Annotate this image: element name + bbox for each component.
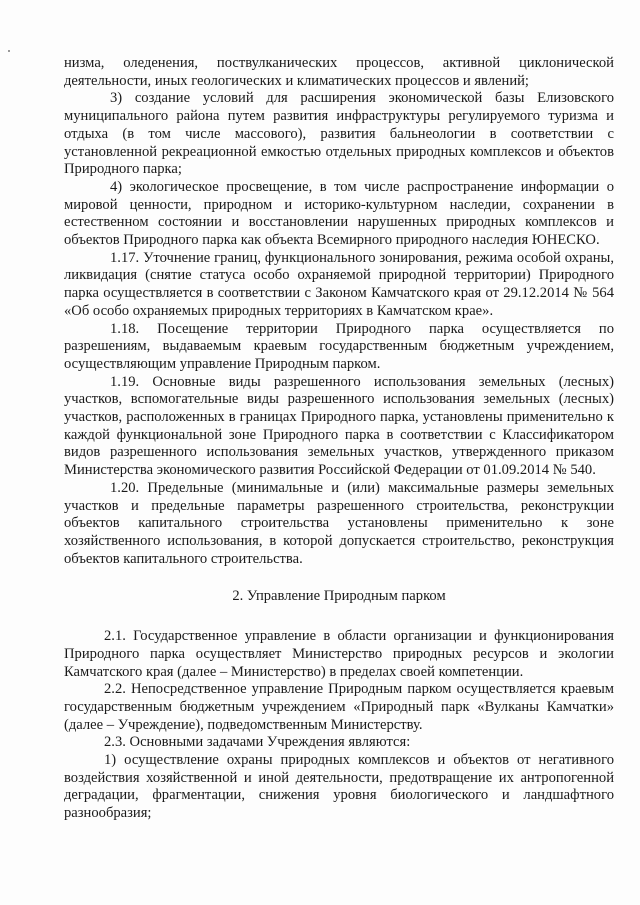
paragraph-1-20: 1.20. Предельные (минимальные и (или) максимальные размеры земельных участков и предельные параметры разрешенного строительства, реконструкции объектов капитального строительства установлены применительно к зоне хозяйственного использования, в которой допускается строительство, реконструкция объектов капитального строительства.	[64, 479, 614, 567]
paragraph-item-3: 3) создание условий для расширения экономической базы Елизовского муниципального района путем развития инфраструктуры регулируемого туризма и отдыха (в том числе массового), развития бальнеологии в соответствии с установленной рекреационной емкостью отдельных природных комплексов и объектов Природного парка;	[64, 90, 614, 178]
scan-mark	[8, 50, 10, 52]
paragraph-item-4: 4) экологическое просвещение, в том числе распространение информации о мировой ценности, природном и историко-культурном наследии, сохранении в естественном состоянии и восстановлении нарушенных природных комплексов и объектов Природного парка как объекта Всемирного природного наследия ЮНЕСКО.	[64, 178, 614, 249]
paragraph-2-2: 2.2. Непосредственное управление Природным парком осуществляется краевым государственным бюджетным учреждением «Природный парк «Вулканы Камчатки» (далее – Учреждение), подведомственным Министерству.	[64, 681, 614, 733]
paragraph-1-17: 1.17. Уточнение границ, функционального зонирования, режима особой охраны, ликвидация (снятие статуса особо охраняемой природной территории) Природного парка осуществляется в соответствии с Законом Камчатского края от 29.12.2014 № 564 «Об особо охраняемых природных территориях в Камчатском крае».	[64, 249, 614, 319]
paragraph-continuation: низма, оледенения, поствулканических процессов, активной циклонической деятельности, иных геологических и климатических процессов и явлений;	[64, 55, 614, 89]
paragraph-1-19: 1.19. Основные виды разрешенного использования земельных (лесных) участков, вспомогательные виды разрешенного использования земельных (лесных) участков, расположенных в границах Природного парка, установлены применительно к каждой функциональной зоне Природного парка в соответствии с Классификатором видов разрешенного использования земельных участков, утвержденного приказом Министерства экономического развития Российской Федерации от 01.09.2014 № 540.	[64, 373, 614, 479]
paragraph-1-18: 1.18. Посещение территории Природного парка осуществляется по разрешениям, выдаваемым краевым государственным бюджетным учреждением, осуществляющим управление Природным парком.	[64, 320, 614, 372]
paragraph-2-1: 2.1. Государственное управление в области организации и функционирования Природного парка осуществляет Министерство природных ресурсов и экологии Камчатского края (далее – Министерство) в пределах своей компетенции.	[64, 628, 614, 680]
paragraph-2-3: 2.3. Основными задачами Учреждения являются:	[104, 734, 411, 751]
section-heading: 2. Управление Природным парком	[232, 588, 446, 605]
paragraph-task-1: 1) осуществление охраны природных комплексов и объектов от негативного воздействия хозяйственной и иной деятельности, предотвращение их антропогенной деградации, фрагментации, снижения уровня биологического и ландшафтного разнообразия;	[64, 752, 614, 822]
document-body	[64, 55, 614, 823]
